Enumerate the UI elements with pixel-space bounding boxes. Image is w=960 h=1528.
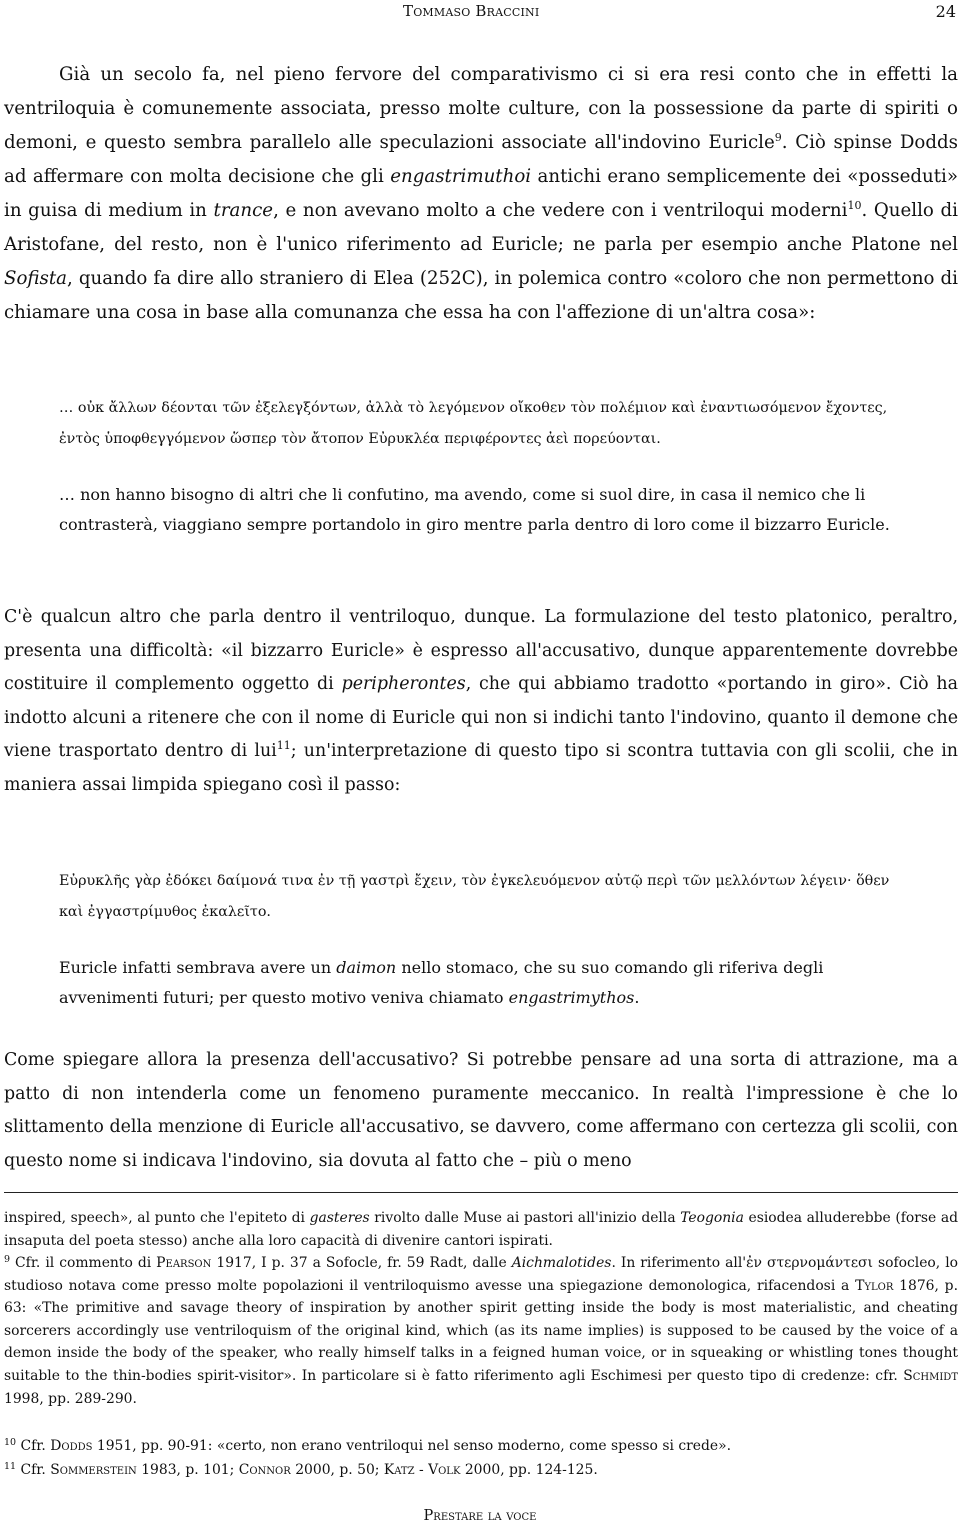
footnote-separator (4, 1192, 958, 1193)
greek-quotation-1: … οὐκ ἄλλων δέονται τῶν ἐξελεγξόντων, ἀλλὰ τὸ λεγόμενον οἴκοθεν τὸν πολέμιον καὶ ἐναντιωσόμενον ἔχοντες, ἐντὸς ὑποφθεγγόμενον ὥσπερ τὸν ἄτοπον Εὐρυκλέα περιφέροντες ἀεὶ πορεύονται. (59, 400, 888, 447)
running-head-author: Tommaso Braccini (403, 2, 540, 20)
footnote-11: $^{11}$ Cfr. Sommerstein 1983, p. 101; Connor 2000, p. 50; Katz - Volk 2000, pp. 124-125. (4, 1461, 598, 1478)
footnote-ref-10[interactable]: 10 (847, 199, 862, 212)
paragraph-3: Come spiegare allora la presenza dell'accusativo? Si potrebbe pensare ad una sorta di attrazione, ma a patto di non intenderla come un fenomeno puramente meccanico. In realtà l'impressione è che lo slittamento della menzione di Euricle all'accusativo, se davvero, come affermano con certezza gli scolii, con questo nome si indicava l'indovino, sia dovuta al fatto che – più o meno (4, 1050, 958, 1171)
footnote-10: $^{10}$ Cfr. Dodds 1951, pp. 90-91: «certo, non erano ventriloqui nel senso moderno, come spesso si crede». (4, 1437, 731, 1454)
running-head (0, 2, 960, 24)
running-footer: Prestare la voce (423, 1508, 537, 1524)
translation-2: Euricle infatti sembrava avere un daimon nello stomaco, che su suo comando gli riferiva degli avvenimenti futuri; per questo motivo veniva chiamato engastrimythos. (59, 958, 824, 1007)
footnote-continuation: inspired, speech», al punto che l'epiteto di gasteres rivolto dalle Muse ai pastori all'inizio della Teogonia esiodea alluderebbe (forse ad insaputa del poeta stesso) anche alla loro capacità di divenire cantori ispirati. (4, 1210, 959, 1249)
footnote-9: $^9$ Cfr. il commento di Pearson 1917, I p. 37 a Sofocle, fr. 59 Radt, dalle Aichmalotides. In riferimento all'ἐν στερνομάντεσι sofocleo, lo studioso notava come presso molte popolazioni il ventriloquismo avesse una spiegazione demonologica, rifacendosi a Tylor 1876, p. 63: «The primitive and savage theory of inspiration by another spirit getting inside the body is most materialistic, and cheating sorcerers accordingly use ventriloquism of the original kind, which (as its name implies) is supposed to be caused by the voice of a demon inside the body of the speaker, who really himself talks in a feigned human voice, or in squeaking or whistling tones thought suitable to the thin-bodies spirit-visitor». In particolare si è fatto riferimento agli Eschimesi per questo tipo di credenze: cfr. Schmidt 1998, pp. 289-290. (4, 1254, 959, 1407)
greek-quotation-2: Εὐρυκλῆς γὰρ ἐδόκει δαίμονά τινα ἐν τῇ γαστρὶ ἔχειν, τὸν ἐγκελευόμενον αὐτῷ περὶ τῶν μελλόντων λέγειν· ὅθεν καὶ ἐγγαστρίμυθος ἐκαλεῖτο. (59, 873, 890, 920)
footnote-ref-9[interactable]: 9 (774, 131, 782, 144)
paragraph-2: C'è qualcun altro che parla dentro il ventriloquo, dunque. La formulazione del testo platonico, peraltro, presenta una difficoltà: «il bizzarro Euricle» è espresso all'accusativo, dunque apparentemente dovrebbe costituire il complemento oggetto di peripherontes, che qui abbiamo tradotto «portando in giro». Ciò ha indotto alcuni a ritenere che con il nome di Euricle qui non si indichi tanto l'indovino, quanto il demone che viene trasportato dentro di lui$^{11}$; un'interpretazione di questo tipo si scontra tuttavia con gli scolii, che in maniera assai limpida spiegano così il passo: (4, 607, 958, 795)
footnote-number: 10 (4, 1437, 17, 1448)
footnote-number: 11 (4, 1461, 17, 1472)
page-number: 24 (935, 2, 956, 21)
translation-1: … non hanno bisogno di altri che li confutino, ma avendo, come si suol dire, in casa il nemico che li contrasterà, viaggiano sempre portandolo in giro mentre parla dentro di loro come il bizzarro Euricle. (59, 485, 890, 534)
paragraph-1: Già un secolo fa, nel pieno fervore del comparativismo ci si era resi conto che in effetti la ventriloquia è comunemente associata, presso molte culture, con la possessione da parte di spiriti o demoni, e questo sembra parallelo alle speculazioni associate all'indovino Euricle$^9$. Ciò spinse Dodds ad affermare con molta decisione che gli engastrimuthoi antichi erano semplicemente dei «posseduti» in guisa di medium in trance, e non avevano molto a che vedere con i ventriloqui moderni$^{10}$. Quello di Aristofane, del resto, non è l'unico riferimento ad Euricle; ne parla per esempio anche Platone nel Sofista, quando fa dire allo straniero di Elea (252C), in polemica contro «coloro che non permettono di chiamare una cosa in base alla comunanza che essa ha con l'affezione di un'altra cosa»: (4, 64, 959, 323)
footnote-number: 9 (4, 1254, 11, 1265)
footnote-ref-11[interactable]: 11 (276, 739, 291, 753)
